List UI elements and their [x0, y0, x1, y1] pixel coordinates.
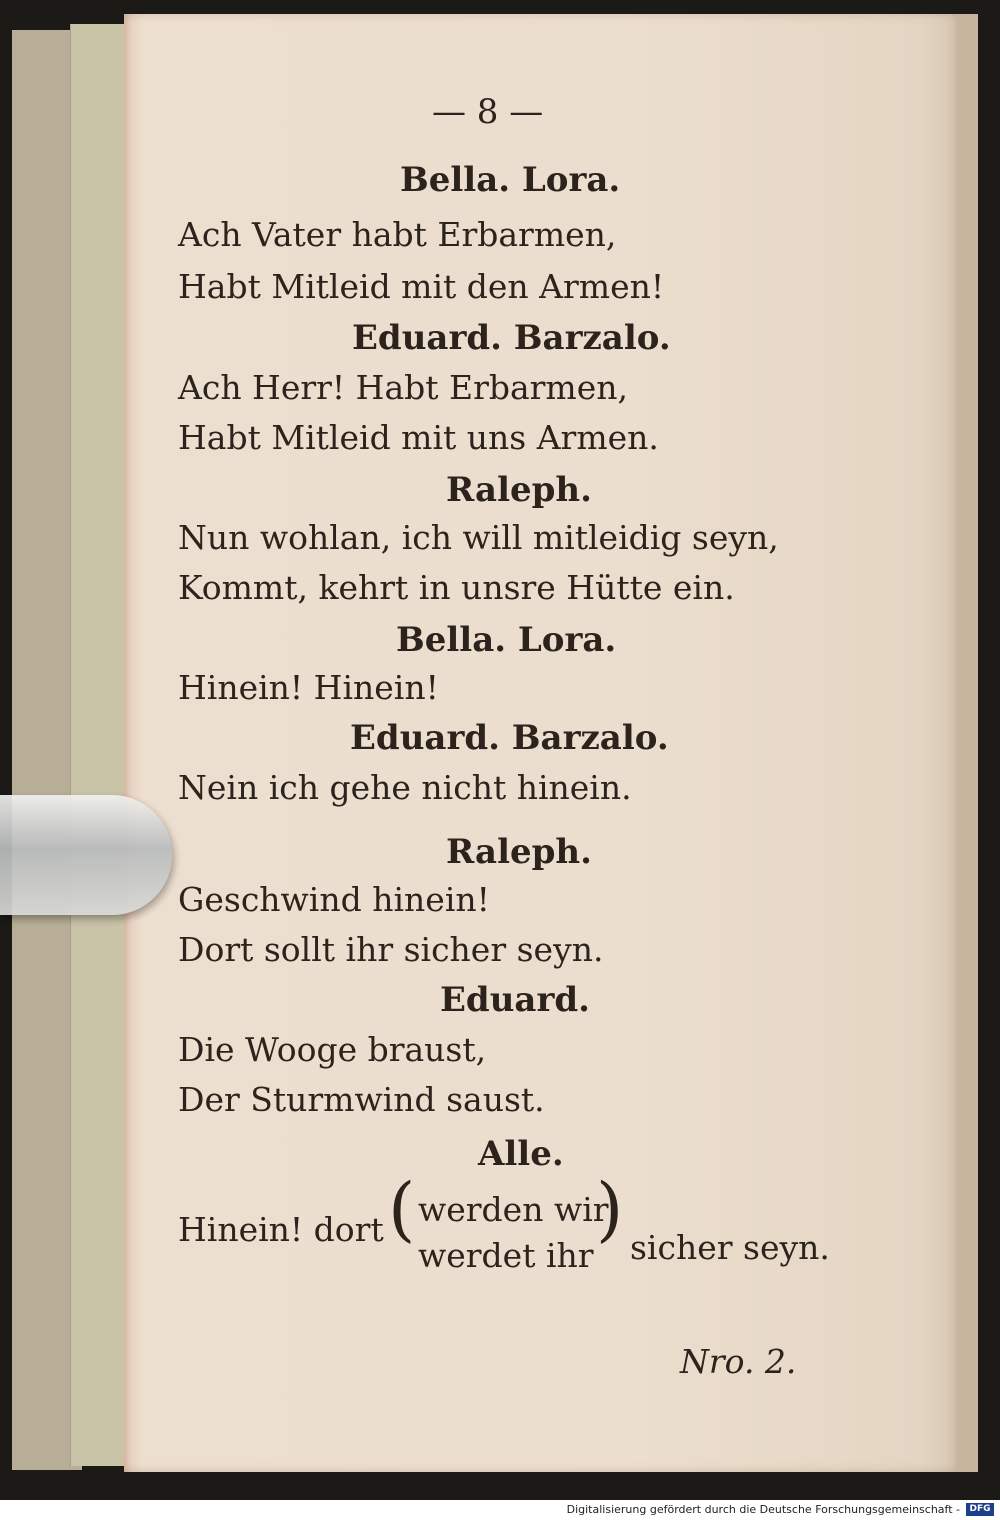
verse-line: Nein ich gehe nicht hinein.: [178, 768, 632, 807]
page-clip: [0, 795, 172, 915]
left-brace: (: [388, 1168, 416, 1250]
verse-line: Dort sollt ihr sicher seyn.: [178, 930, 604, 969]
speaker-label: Eduard.: [440, 980, 590, 1020]
next-leaf-edge: [958, 14, 978, 1472]
speaker-label: Bella. Lora.: [396, 620, 617, 660]
page-number: — 8 —: [432, 92, 544, 132]
verse-line: Die Wooge braust,: [178, 1030, 487, 1069]
verse-line: Habt Mitleid mit uns Armen.: [178, 418, 659, 457]
speaker-label: Alle.: [478, 1134, 564, 1174]
final-line-start: Hinein! dort: [178, 1210, 384, 1249]
inner-leaf: [70, 24, 131, 1466]
right-brace: ): [596, 1168, 624, 1250]
verse-line: Ach Herr! Habt Erbarmen,: [178, 368, 628, 407]
speaker-label: Eduard. Barzalo.: [350, 718, 669, 758]
verse-line: Hinein! Hinein!: [178, 668, 439, 707]
speaker-label: Raleph.: [446, 832, 592, 872]
speaker-label: Eduard. Barzalo.: [352, 318, 671, 358]
final-option-a: werden wir: [418, 1190, 609, 1229]
dfg-logo: DFG: [966, 1503, 994, 1516]
verse-line: Ach Vater habt Erbarmen,: [178, 215, 617, 254]
verse-line: Kommt, kehrt in unsre Hütte ein.: [178, 568, 735, 607]
verse-line: Habt Mitleid mit den Armen!: [178, 267, 665, 306]
footer-credit: Digitalisierung gefördert durch die Deutsche Forschungsgemeinschaft -: [566, 1503, 960, 1516]
catchword: Nro. 2.: [680, 1342, 797, 1381]
final-line-end: sicher seyn.: [630, 1228, 830, 1267]
final-option-b: werdet ihr: [418, 1236, 594, 1275]
footer-bar: [0, 1500, 1000, 1520]
verse-line: Geschwind hinein!: [178, 880, 490, 919]
speaker-label: Raleph.: [446, 470, 592, 510]
verse-line: Der Sturmwind saust.: [178, 1080, 545, 1119]
verse-line: Nun wohlan, ich will mitleidig seyn,: [178, 518, 779, 557]
speaker-label: Bella. Lora.: [400, 160, 621, 200]
